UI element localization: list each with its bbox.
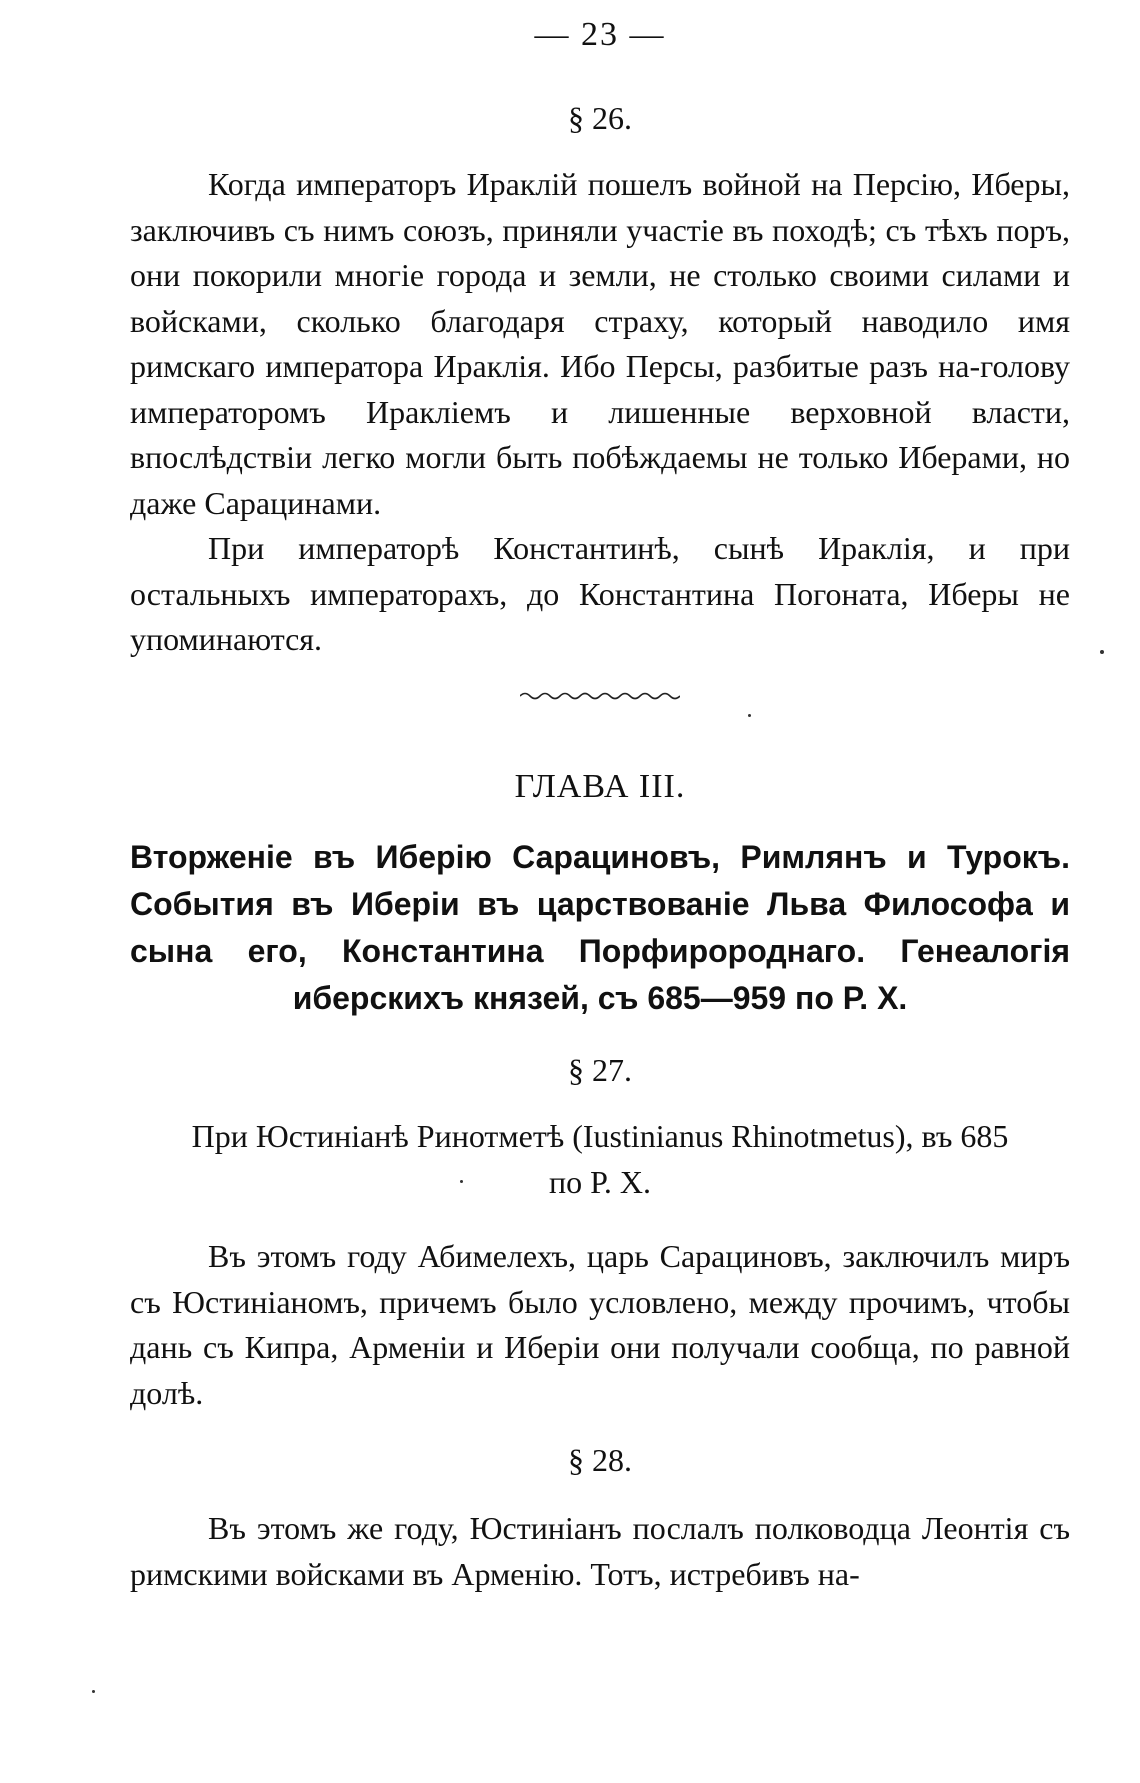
print-speck	[460, 1180, 463, 1183]
section-27-paragraph-1: Въ этомъ году Абимелехъ, царь Сарациновъ, заключилъ миръ съ Юстиніаномъ, причемъ было условлено, между прочимъ, чтобы дань съ Кипра, Арменіи и Иберіи они получали сообща, по равной долѣ.	[130, 1238, 1070, 1411]
wavy-line-icon	[520, 691, 680, 701]
ornamental-divider	[130, 688, 1070, 706]
section-27-heading-continued: по Р. X.	[548, 1164, 652, 1200]
section-26-paragraph-1: Когда императоръ Ираклій пошелъ войной на Персію, Иберы, заключивъ съ нимъ союзъ, приняли участіе въ походѣ; съ тѣхъ поръ, они покорили многіе города и земли, не столько своими силами и войсками, сколько благодаря страху, который наводило имя римскаго императора Ираклія. Ибо Персы, разбитые разъ на-голову императоромъ Иракліемъ и лишенные верховной власти, впослѣдствіи легко могли быть побѣждаемы не только Иберами, но даже Сарацинами.	[130, 166, 1070, 521]
section-28-mark: § 28.	[568, 1442, 632, 1478]
print-speck	[748, 714, 751, 717]
section-27-mark: § 27.	[568, 1052, 632, 1088]
chapter-subtitle: Вторженіе въ Иберію Сарациновъ, Римлянъ и Турокъ. События въ Иберіи въ царствованіе Льва Философа и сына его, Константина Порфиророднаго. Генеалогія иберскихъ князей, съ 685—959 по Р. X.	[130, 839, 1070, 1016]
section-27-heading: При Юстиніанѣ Ринотметѣ (Iustinianus Rhinotmetus), въ 685	[191, 1118, 1009, 1154]
section-28-paragraph-1: Въ этомъ же году, Юстиніанъ послалъ полководца Леонтія съ римскими войсками въ Арменію. Тотъ, истребивъ на-	[130, 1510, 1070, 1592]
chapter-title: ГЛАВА III.	[514, 768, 686, 805]
section-26-paragraph-2: При императорѣ Константинѣ, сынѣ Ираклія, и при остальныхъ императорахъ, до Константина Погоната, Иберы не упоминаются.	[130, 530, 1070, 657]
page-number: — 23 —	[534, 16, 666, 53]
section-26-mark: § 26.	[568, 100, 632, 136]
print-speck	[92, 1690, 95, 1693]
print-speck	[1100, 650, 1104, 654]
